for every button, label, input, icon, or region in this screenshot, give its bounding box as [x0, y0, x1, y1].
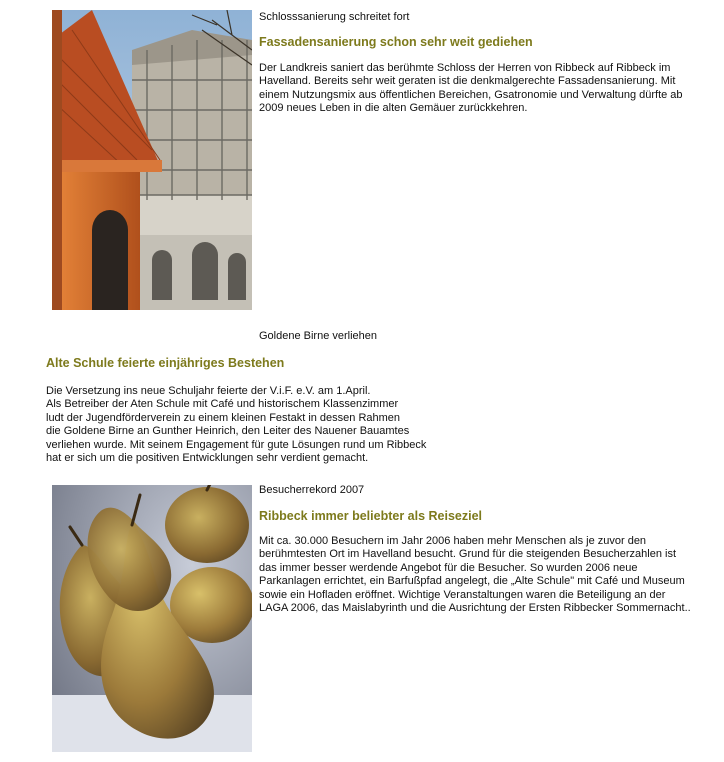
article-line: verliehen wurde. Mit seinem Engagement für gute Lösungen rund um Ribbeck — [46, 438, 427, 451]
article-line: ludt der Jugendförderverein zu einem kleinen Festakt in dessen Rahmen — [46, 411, 401, 424]
article-line: die Goldene Birne an Gunther Heinrich, den Leiter des Nauener Bauamtes — [46, 425, 410, 438]
article-body — [259, 62, 691, 116]
article-line: hat er sich um die positiven Entwicklungen sehr verdient gemacht. — [46, 452, 369, 465]
article-line: Als Betreiber der Aten Schule mit Café und historischem Klassenzimmer — [46, 398, 399, 411]
article-kicker: Schlosssanierung schreitet fort — [259, 11, 410, 23]
article-line: Die Versetzung ins neue Schuljahr feierte der V.i.F. e.V. am 1.April. — [46, 385, 371, 397]
article-paragraph: Der Landkreis saniert das berühmte Schloss der Herren von Ribbeck auf Ribbeck im Havelland. Bereits sehr weit geraten ist die denkmalgerechte Fassadensanierung. Mit einem Nutzungsmix aus öffentlichen Bereichen, Gsatronomie und Verwaltung dürfte ab 2009 neues Leben in die alten Gemäuer zurückkehren. — [259, 62, 683, 115]
article-paragraph: Mit ca. 30.000 Besuchern im Jahr 2006 haben mehr Menschen als je zuvor den berühmtesten Ort im Havelland besucht. Grund für die steigenden Besucherzahlen ist das immer besser werdende Angebot für die Besucher. So wurden 2006 neue Parkanlagen errichtet, ein Barfußpfad angelegt, die „Alte Schule" mit Café und Museum sowie ein Hofladen eröffnet. Wichtige Veranstaltungen waren die Beteiligung an der LAGA 2006, das Maislabyrinth und die Ausrichtung der Ersten Ribbecker Sommernacht.. — [259, 535, 691, 615]
article-kicker: Goldene Birne verliehen — [259, 330, 378, 342]
castle-scaffolding-photo — [52, 10, 252, 310]
article-body — [259, 535, 695, 615]
article-headline: Fassadensanierung schon sehr weit gediehen — [259, 35, 533, 49]
article-body — [46, 385, 516, 465]
article-headline: Alte Schule feierte einjähriges Bestehen — [46, 356, 285, 370]
article-kicker: Besucherrekord 2007 — [259, 484, 365, 496]
pears-photo — [52, 485, 252, 752]
article-headline: Ribbeck immer beliebter als Reiseziel — [259, 509, 483, 523]
